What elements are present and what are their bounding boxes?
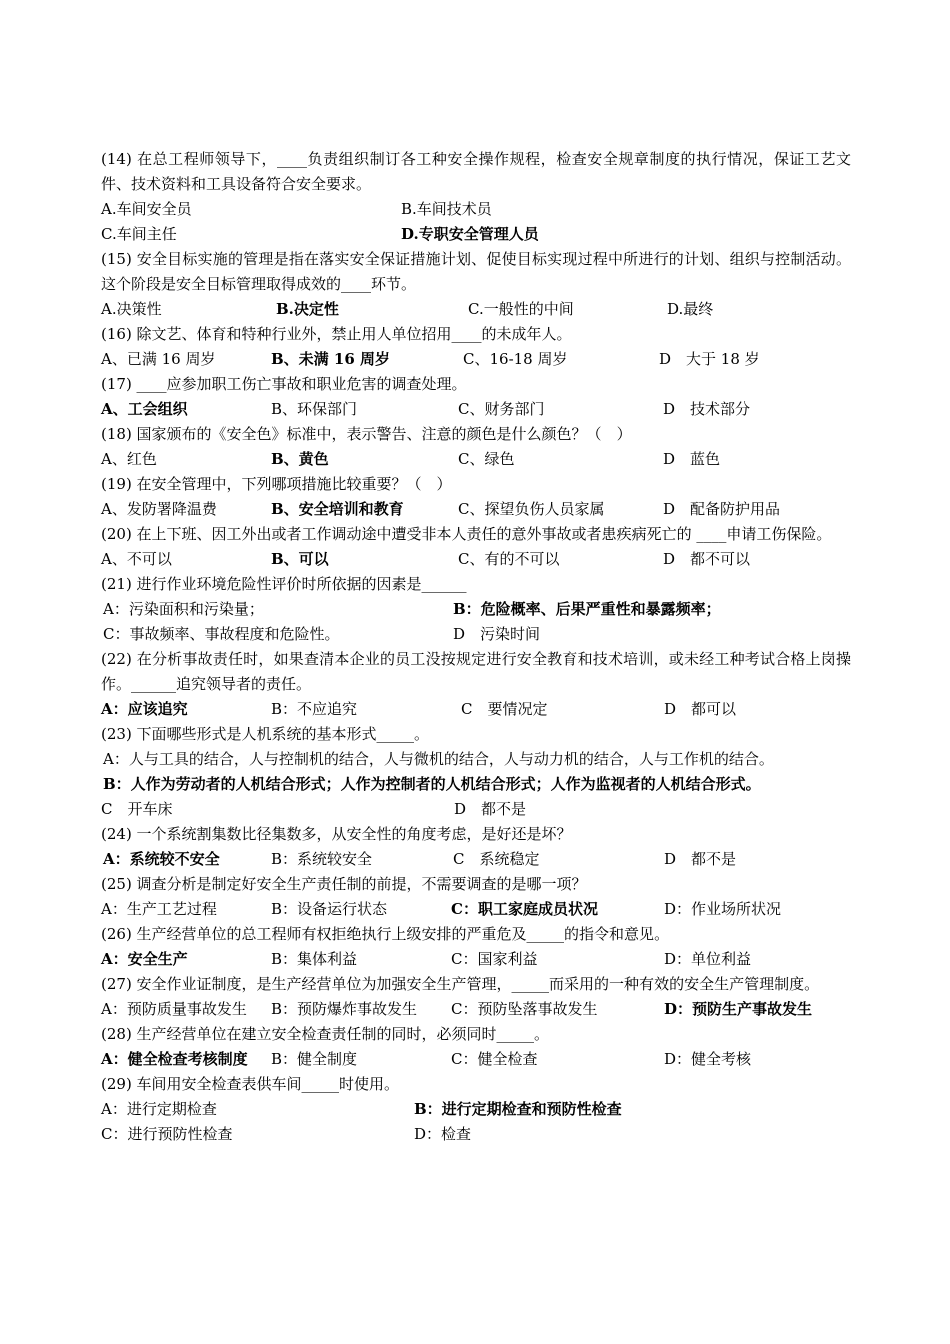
answer-option: A：污染面积和污染量； (103, 600, 264, 618)
answer-option: D 都不可以 (663, 550, 751, 568)
question-q18 (101, 422, 851, 472)
question-q29 (101, 1072, 851, 1147)
answer-option: A.车间安全员 (101, 200, 192, 218)
answer-option: C、有的不可以 (458, 550, 560, 568)
answer-option: A：进行定期检查 (101, 1100, 217, 1118)
option-row (101, 447, 851, 472)
answer-option: B：集体利益 (271, 950, 358, 968)
question-list (101, 147, 851, 1147)
answer-option: D 配备防护用品 (663, 500, 781, 518)
answer-option: C、探望负伤人员家属 (458, 500, 605, 518)
option-row (101, 897, 851, 922)
question-q16 (101, 322, 851, 372)
question-text: (17) ____应参加职工伤亡事故和职业危害的调查处理。 (101, 375, 467, 393)
question-q28 (101, 1022, 851, 1072)
answer-option-correct: B：进行定期检查和预防性检查 (414, 1100, 622, 1118)
answer-option: D 蓝色 (663, 450, 721, 468)
option-row (101, 622, 851, 647)
answer-option: D：作业场所状况 (664, 900, 782, 918)
question-text: (29) 车间用安全检查表供车间_____时使用。 (101, 1075, 400, 1093)
answer-option-correct: A：健全检查考核制度 (101, 1050, 248, 1068)
answer-option-correct: C：职工家庭成员状况 (451, 900, 598, 918)
option-row (101, 222, 851, 247)
option-row (101, 1122, 851, 1147)
answer-option: C：预防坠落事故发生 (451, 1000, 598, 1018)
answer-option: A：人与工具的结合，人与控制机的结合，人与微机的结合，人与动力机的结合，人与工作机的结合。 (103, 750, 774, 768)
answer-option: A、红色 (101, 450, 157, 468)
question-text: (22) 在分析事故责任时，如果查清本企业的员工没按规定进行安全教育和技术培训，或未经工种考试合格上岗操作。______追究领导者的责任。 (101, 650, 851, 693)
answer-option-correct: B：危险概率、后果严重性和暴露频率； (453, 600, 721, 618)
answer-option-correct: B.决定性 (276, 300, 339, 318)
option-row (101, 197, 851, 222)
option-row (101, 797, 851, 822)
answer-option: D 都不是 (664, 850, 737, 868)
answer-option: C、绿色 (458, 450, 515, 468)
question-text: (18) 国家颁布的《安全色》标准中，表示警告、注意的颜色是什么颜色？（ ） (101, 425, 632, 443)
answer-option: C：进行预防性检查 (101, 1125, 233, 1143)
answer-option: B：设备运行状态 (271, 900, 388, 918)
option-row (101, 772, 851, 797)
question-text: (26) 生产经营单位的总工程师有权拒绝执行上级安排的严重危及_____的指令和意见。 (101, 925, 670, 943)
answer-option: D 大于 18 岁 (659, 350, 760, 368)
answer-option-correct: D.专职安全管理人员 (401, 225, 539, 243)
answer-option-correct: B：人作为劳动者的人机结合形式；人作为控制者的人机结合形式；人作为监视者的人机结合形式。 (103, 775, 761, 793)
answer-option: B：预防爆炸事故发生 (271, 1000, 418, 1018)
answer-option: C 要情况定 (461, 700, 548, 718)
answer-option: D 都不是 (454, 800, 527, 818)
question-q14 (101, 147, 851, 247)
option-row (101, 847, 851, 872)
option-row (101, 697, 851, 722)
option-row (101, 347, 851, 372)
answer-option: C 系统稳定 (453, 850, 540, 868)
answer-option: A：生产工艺过程 (101, 900, 217, 918)
answer-option: C、16-18 周岁 (463, 350, 568, 368)
option-row (101, 947, 851, 972)
answer-option: C、财务部门 (458, 400, 545, 418)
option-row (101, 747, 851, 772)
answer-option: B.车间技术员 (401, 200, 492, 218)
answer-option: D 技术部分 (663, 400, 751, 418)
option-row (101, 597, 851, 622)
answer-option-correct: A：系统较不安全 (103, 850, 220, 868)
answer-option: D：单位利益 (664, 950, 752, 968)
question-q25 (101, 872, 851, 922)
question-text: (16) 除文艺、体育和特种行业外，禁止用人单位招用____的未成年人。 (101, 325, 572, 343)
question-q15 (101, 247, 851, 322)
answer-option-correct: B、未满 16 周岁 (271, 350, 390, 368)
question-q23 (101, 722, 851, 822)
answer-option: A：预防质量事故发生 (101, 1000, 247, 1018)
answer-option: C 开车床 (101, 800, 173, 818)
question-q24 (101, 822, 851, 872)
answer-option: A、已满 16 周岁 (101, 350, 216, 368)
question-q26 (101, 922, 851, 972)
question-text: (20) 在上下班、因工外出或者工作调动途中遭受非本人责任的意外事故或者患疾病死亡的 ____申请工伤保险。 (101, 525, 832, 543)
question-q19 (101, 472, 851, 522)
answer-option: B：不应追究 (271, 700, 358, 718)
answer-option: A、不可以 (101, 550, 172, 568)
option-row (101, 1097, 851, 1122)
answer-option: D.最终 (667, 300, 714, 318)
answer-option-correct: A、工会组织 (101, 400, 188, 418)
answer-option-correct: A：安全生产 (101, 950, 188, 968)
answer-option-correct: B、安全培训和教育 (271, 500, 404, 518)
answer-option: C：国家利益 (451, 950, 538, 968)
answer-option: D 污染时间 (453, 625, 541, 643)
question-q22 (101, 647, 851, 722)
answer-option-correct: A：应该追究 (101, 700, 188, 718)
answer-option: B：系统较安全 (271, 850, 373, 868)
question-text: (19) 在安全管理中，下列哪项措施比较重要？（ ） (101, 475, 452, 493)
question-text: (23) 下面哪些形式是人机系统的基本形式_____。 (101, 725, 430, 743)
question-text: (21) 进行作业环境危险性评价时所依据的因素是______ (101, 575, 467, 593)
question-q20 (101, 522, 851, 572)
question-text: (15) 安全目标实施的管理是指在落实安全保证措施计划、促使目标实现过程中所进行的计划、组织与控制活动。这个阶段是安全目标管理取得成效的____环节。 (101, 250, 851, 293)
answer-option-correct: D：预防生产事故发生 (664, 1000, 813, 1018)
answer-option: B：健全制度 (271, 1050, 358, 1068)
option-row (101, 497, 851, 522)
question-q21 (101, 572, 851, 647)
answer-option: C：事故频率、事故程度和危险性。 (103, 625, 340, 643)
question-text: (25) 调查分析是制定好安全生产责任制的前提，不需要调查的是哪一项？ (101, 875, 587, 893)
question-text: (24) 一个系统割集数比径集数多，从安全性的角度考虑，是好还是坏？ (101, 825, 572, 843)
option-row (101, 297, 851, 322)
question-text: (28) 生产经营单位在建立安全检查责任制的同时，必须同时_____。 (101, 1025, 550, 1043)
question-q17 (101, 372, 851, 422)
answer-option: B、环保部门 (271, 400, 358, 418)
option-row (101, 997, 851, 1022)
answer-option: C：健全检查 (451, 1050, 538, 1068)
answer-option: D：检查 (414, 1125, 472, 1143)
answer-option-correct: B、黄色 (271, 450, 329, 468)
option-row (101, 1047, 851, 1072)
option-row (101, 397, 851, 422)
question-text: (14) 在总工程师领导下，____负责组织制订各工种安全操作规程，检查安全规章制度的执行情况，保证工艺文件、技术资料和工具设备符合安全要求。 (101, 150, 851, 193)
answer-option: A.决策性 (101, 300, 162, 318)
question-text: (27) 安全作业证制度，是生产经营单位为加强安全生产管理，_____而采用的一种有效的安全生产管理制度。 (101, 975, 820, 993)
option-row (101, 547, 851, 572)
answer-option: A、发防署降温费 (101, 500, 217, 518)
answer-option: C.车间主任 (101, 225, 177, 243)
answer-option: D 都可以 (664, 700, 737, 718)
answer-option-correct: B、可以 (271, 550, 329, 568)
question-q27 (101, 972, 851, 1022)
answer-option: D：健全考核 (664, 1050, 752, 1068)
answer-option: C.一般性的中间 (468, 300, 574, 318)
